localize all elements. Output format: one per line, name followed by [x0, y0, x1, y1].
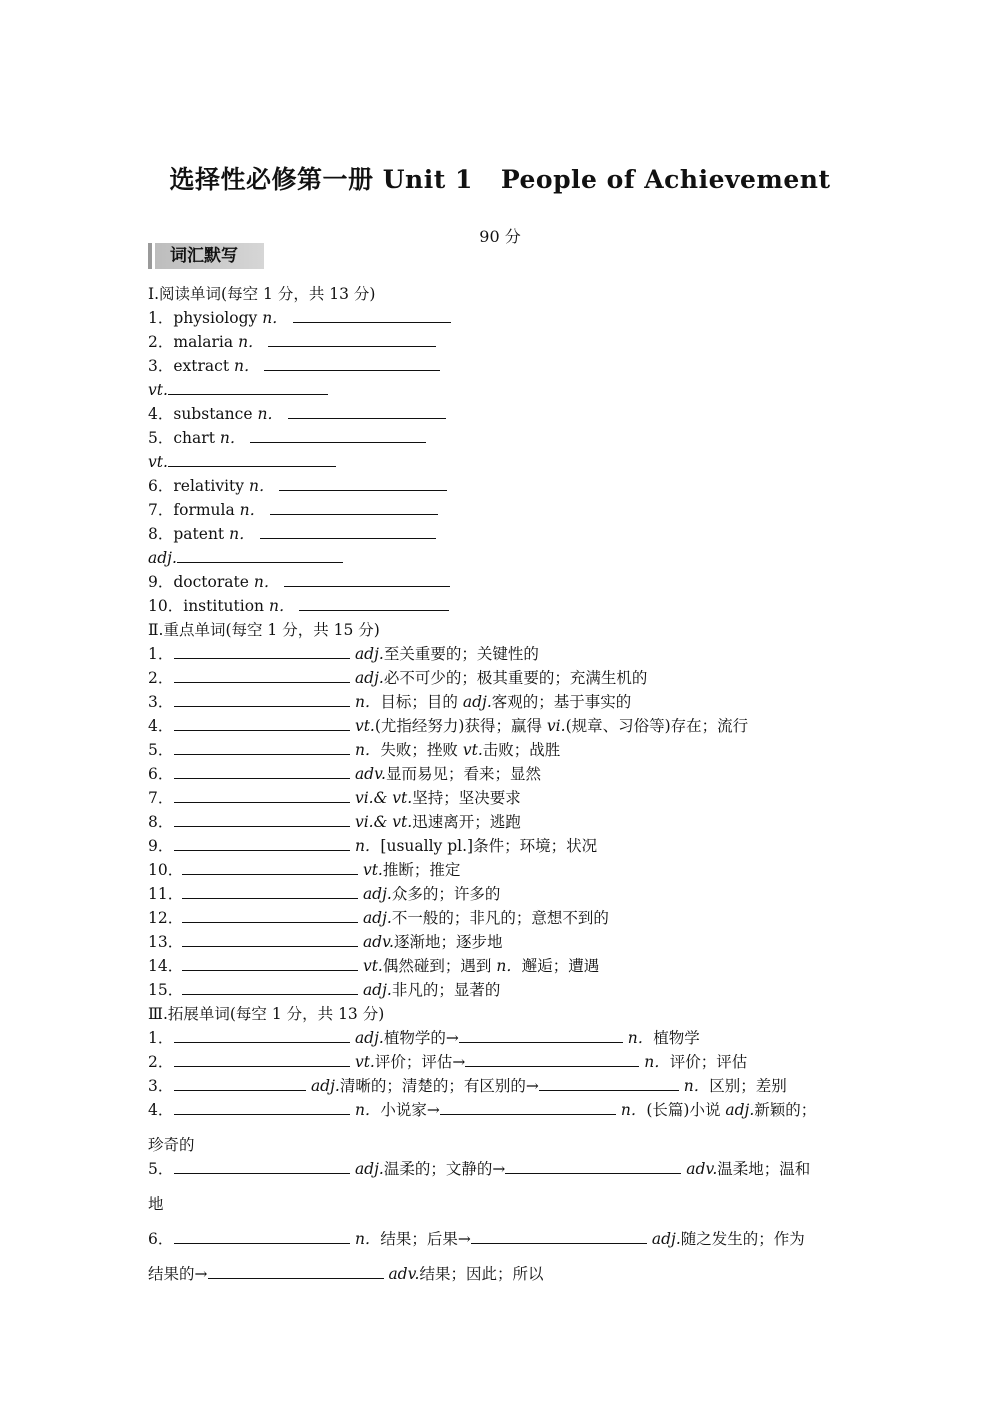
answer-blank[interactable] [174, 739, 350, 755]
answer-blank[interactable] [174, 1228, 350, 1244]
answer-blank[interactable] [299, 595, 449, 611]
answer-blank[interactable] [284, 571, 450, 587]
answer-blank[interactable] [174, 787, 350, 803]
part1-heading: Ⅰ.阅读单词(每空 1 分，共 13 分) [148, 285, 376, 303]
list-item: 8． vi.& vt.迅速离开；逃跑 [148, 813, 521, 831]
answer-blank[interactable] [288, 403, 446, 419]
page-title [0, 160, 1000, 196]
answer-blank[interactable] [174, 811, 350, 827]
answer-blank[interactable] [174, 1027, 350, 1043]
part2-heading: Ⅱ.重点单词(每空 1 分，共 15 分) [148, 621, 380, 639]
list-item-cont: 珍奇的 [148, 1136, 195, 1154]
answer-blank[interactable] [260, 523, 436, 539]
list-item-cont: 结果的→ adv.结果；因此；所以 [148, 1265, 544, 1283]
answer-blank[interactable] [168, 451, 336, 467]
list-item: 4． vt.(尤指经努力)获得；赢得 vi.(规章、习俗等)存在；流行 [148, 717, 749, 735]
answer-blank[interactable] [174, 1158, 350, 1174]
answer-blank[interactable] [174, 715, 350, 731]
answer-blank[interactable] [182, 859, 358, 875]
list-item: 12． adj.不一般的；非凡的；意想不到的 [148, 909, 609, 927]
answer-blank[interactable] [250, 427, 426, 443]
title-name: People of Achievement [500, 165, 831, 194]
list-item: 11． adj.众多的；许多的 [148, 885, 501, 903]
answer-blank[interactable] [459, 1027, 623, 1043]
worksheet-content [148, 282, 858, 1286]
list-item: 7．formula n． [148, 498, 858, 522]
answer-blank[interactable] [270, 499, 438, 515]
answer-blank[interactable] [293, 307, 451, 323]
list-item: 13． adv.逐渐地；逐步地 [148, 933, 503, 951]
answer-blank[interactable] [264, 355, 440, 371]
list-item: 14． vt.偶然碰到；遇到 n．邂逅；遭遇 [148, 957, 600, 975]
list-item: 3．extract n． [148, 354, 858, 378]
answer-blank[interactable] [279, 475, 447, 491]
answer-blank[interactable] [539, 1075, 679, 1091]
list-item: 1． adj.至关重要的；关键性的 [148, 645, 539, 663]
list-item: 9． n．[usually pl.]条件；环境；状况 [148, 837, 598, 855]
answer-blank[interactable] [182, 883, 358, 899]
list-item-cont: vt. [148, 450, 858, 474]
list-item: 5． adj.温柔的；文静的→ adv.温柔地；温和 [148, 1160, 811, 1178]
answer-blank[interactable] [182, 955, 358, 971]
answer-blank[interactable] [471, 1228, 647, 1244]
list-item: 15． adj.非凡的；显著的 [148, 981, 501, 999]
list-item: 6． adv.显而易见；看来；显然 [148, 765, 541, 783]
list-item: 7． vi.& vt.坚持；坚决要求 [148, 789, 521, 807]
list-item: 1．physiology n． [148, 306, 858, 330]
answer-blank[interactable] [174, 691, 350, 707]
answer-blank[interactable] [174, 1051, 350, 1067]
section-tag: 词汇默写 [148, 243, 264, 269]
list-item: 2． vt.评价；评估→ n．评价；评估 [148, 1053, 748, 1071]
answer-blank[interactable] [174, 835, 350, 851]
list-item: 5．chart n． [148, 426, 858, 450]
list-item: 8．patent n． [148, 522, 858, 546]
title-unit: Unit 1 [382, 165, 473, 194]
answer-blank[interactable] [174, 763, 350, 779]
total-score: 90 分 [479, 227, 521, 246]
answer-blank[interactable] [174, 667, 350, 683]
list-item: 10．institution n． [148, 594, 858, 618]
list-item-cont: 地 [148, 1195, 164, 1213]
list-item: 6．relativity n． [148, 474, 858, 498]
answer-blank[interactable] [182, 931, 358, 947]
list-item: 2．malaria n． [148, 330, 858, 354]
answer-blank[interactable] [182, 979, 358, 995]
answer-blank[interactable] [208, 1263, 384, 1279]
answer-blank[interactable] [174, 1099, 350, 1115]
list-item-cont: vt. [148, 378, 858, 402]
answer-blank[interactable] [505, 1158, 681, 1174]
list-item: 6． n．结果；后果→ adj.随之发生的；作为 [148, 1230, 805, 1248]
answer-blank[interactable] [174, 643, 350, 659]
list-item: 5． n．失败；挫败 vt.击败；战胜 [148, 741, 561, 759]
answer-blank[interactable] [168, 379, 328, 395]
title-cn: 选择性必修第一册 [169, 165, 374, 194]
list-item: 3． n．目标；目的 adj.客观的；基于事实的 [148, 693, 632, 711]
list-item: 4． n．小说家→ n．(长篇)小说 adj.新颖的； [148, 1101, 817, 1119]
list-item: 10． vt.推断；推定 [148, 861, 461, 879]
answer-blank[interactable] [465, 1051, 639, 1067]
answer-blank[interactable] [177, 547, 343, 563]
answer-blank[interactable] [174, 1075, 306, 1091]
part3-heading: Ⅲ.拓展单词(每空 1 分，共 13 分) [148, 1005, 385, 1023]
list-item: 2． adj.必不可少的；极其重要的；充满生机的 [148, 669, 648, 687]
answer-blank[interactable] [440, 1099, 616, 1115]
list-item: 4．substance n． [148, 402, 858, 426]
list-item-cont: adj. [148, 546, 858, 570]
answer-blank[interactable] [268, 331, 436, 347]
answer-blank[interactable] [182, 907, 358, 923]
list-item: 3． adj.清晰的；清楚的；有区别的→ n．区别；差别 [148, 1077, 787, 1095]
list-item: 9．doctorate n． [148, 570, 858, 594]
list-item: 1． adj.植物学的→ n．植物学 [148, 1029, 700, 1047]
